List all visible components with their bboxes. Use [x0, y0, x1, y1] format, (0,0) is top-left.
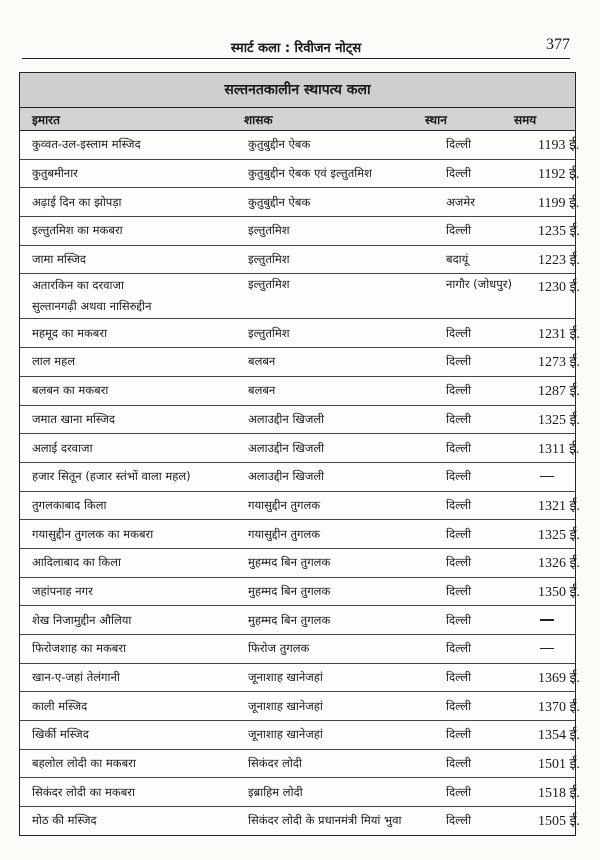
- cell-building: हजार सितून (हजार स्तंभों वाला महल): [20, 462, 242, 491]
- table-row: [20, 131, 575, 159]
- cell-time: 1223 ई.: [534, 245, 575, 274]
- table-row: [20, 245, 575, 274]
- table-header-row: [20, 108, 575, 131]
- cell-building: काली मस्जिद: [20, 692, 242, 721]
- cell-ruler: सिकंदर लोदी के प्रधानमंत्री मियां भुवा: [248, 813, 402, 828]
- cell-time: 1518 ई.: [534, 778, 575, 807]
- cell-building: जामा मस्जिद: [20, 245, 242, 274]
- cell-place: नागौर (जोधपुर): [442, 274, 534, 319]
- cell-place: दिल्ली: [442, 663, 534, 692]
- cell-ruler: मुहम्मद बिन तुगलक: [242, 606, 442, 635]
- cell-time: 1321 ई.: [534, 491, 575, 520]
- cell-place: बदायूं: [442, 245, 534, 274]
- table-row: [20, 749, 575, 778]
- cell-building: जमात खाना मस्जिद: [20, 405, 242, 434]
- cell-time: 1235 ई.: [534, 217, 575, 246]
- cell-time: 1354 ई.: [534, 721, 575, 750]
- cell-building: खान-ए-जहां तेलंगानी: [20, 663, 242, 692]
- cell-ruler: बलबन: [242, 376, 442, 405]
- cell-time: [534, 635, 575, 664]
- cell-building: अढ़ाई दिन का झोपड़ा: [20, 188, 242, 217]
- book-title: स्मार्ट कला : रिवीजन नोट्स: [230, 41, 362, 56]
- cell-time: 1505 ई.: [538, 814, 580, 830]
- dash-mark: [540, 648, 554, 649]
- cell-place: दिल्ली: [442, 491, 534, 520]
- cell-building: अलाई दरवाजा: [20, 434, 242, 463]
- cell-building: कुव्वत-उल-इस्लाम मस्जिद: [20, 131, 242, 159]
- table-body: [20, 131, 580, 835]
- cell-building: गयासुद्दीन तुगलक का मकबरा: [20, 520, 242, 549]
- cell-place: दिल्ली: [442, 405, 534, 434]
- cell-time: 1192 ई.: [534, 159, 575, 188]
- cell-time: [534, 606, 575, 635]
- cell-place: दिल्ली: [442, 606, 534, 635]
- table-row: [20, 434, 575, 463]
- cell-place: दिल्ली: [442, 131, 534, 159]
- cell-place: दिल्ली: [442, 217, 534, 246]
- cell-ruler: कुतुबुद्दीन ऐबक: [242, 188, 442, 217]
- cell-time: 1287 ई.: [534, 376, 575, 405]
- cell-ruler: कुतुबुद्दीन ऐबक: [242, 131, 442, 159]
- table-row: [20, 376, 575, 405]
- cell-building: फिरोजशाह का मकबरा: [20, 635, 242, 664]
- cell-place: दिल्ली: [446, 813, 472, 828]
- header-time: समय: [514, 113, 537, 127]
- cell-place: दिल्ली: [442, 319, 534, 348]
- cell-place: दिल्ली: [442, 778, 534, 807]
- cell-building: बहलोल लोदी का मकबरा: [20, 749, 242, 778]
- cell-place: दिल्ली: [442, 520, 534, 549]
- table-row: [20, 188, 575, 217]
- cell-time: 1231 ई.: [534, 319, 575, 348]
- cell-building: कुतुबमीनार: [20, 159, 242, 188]
- cell-building: लाल महल: [20, 348, 242, 377]
- cell-place: दिल्ली: [442, 635, 534, 664]
- cell-time: 1325 ई.: [534, 520, 575, 549]
- cell-place: दिल्ली: [442, 548, 534, 577]
- cell-ruler: जूनाशाह खानेजहां: [242, 663, 442, 692]
- header-building: इमारत: [32, 113, 60, 127]
- cell-ruler: कुतुबुद्दीन ऐबक एवं इल्तुतमिश: [242, 159, 442, 188]
- header-place: स्थान: [425, 113, 447, 127]
- cell-ruler: मुहम्मद बिन तुगलक: [242, 577, 442, 606]
- cell-time: 1311 ई.: [534, 434, 575, 463]
- cell-building: बलबन का मकबरा: [20, 376, 242, 405]
- cell-ruler: गयासुद्दीन तुगलक: [242, 491, 442, 520]
- cell-time: 1370 ई.: [534, 692, 575, 721]
- table-row: [20, 778, 575, 807]
- cell-time: 1326 ई.: [534, 548, 575, 577]
- cell-ruler: इल्तुतमिश: [242, 274, 442, 319]
- cell-place: दिल्ली: [442, 376, 534, 405]
- table-row: [20, 807, 575, 835]
- cell-building: आदिलाबाद का किला: [20, 548, 242, 577]
- cell-ruler: इब्राहिम लोदी: [242, 778, 442, 807]
- table-row: [20, 663, 575, 692]
- cell-ruler: मुहम्मद बिन तुगलक: [242, 548, 442, 577]
- table-row: [20, 548, 575, 577]
- cell-place: दिल्ली: [442, 577, 534, 606]
- cell-ruler: इल्तुतमिश: [242, 217, 442, 246]
- table-row: [20, 319, 575, 348]
- cell-ruler: बलबन: [242, 348, 442, 377]
- dash-mark: [540, 476, 554, 477]
- cell-building: सिकंदर लोदी का मकबरा: [20, 778, 242, 807]
- cell-ruler: इल्तुतमिश: [242, 245, 442, 274]
- cell-place: दिल्ली: [442, 749, 534, 778]
- table-row: [20, 606, 575, 635]
- cell-ruler: जूनाशाह खानेजहां: [242, 692, 442, 721]
- cell-place: दिल्ली: [442, 721, 534, 750]
- cell-building: जहांपनाह नगर: [20, 577, 242, 606]
- cell-time: 1193 ई.: [534, 131, 575, 159]
- cell-place: दिल्ली: [442, 692, 534, 721]
- cell-building: शेख निजामुद्दीन औलिया: [20, 606, 242, 635]
- table-row: [20, 217, 575, 246]
- table-row: [20, 405, 575, 434]
- table-row: [20, 491, 575, 520]
- cell-ruler: फिरोज तुगलक: [242, 635, 442, 664]
- cell-ruler: अलाउद्दीन खिजली: [242, 405, 442, 434]
- cell-building: महमूद का मकबरा: [20, 319, 242, 348]
- table-row: [20, 577, 575, 606]
- cell-building: [20, 274, 242, 319]
- cell-place: दिल्ली: [442, 348, 534, 377]
- cell-building: मोठ की मस्जिद: [32, 813, 97, 828]
- cell-building-line2: सुल्तानगढ़ी अथवा नासिरुद्दीन: [32, 299, 152, 314]
- cell-ruler: अलाउद्दीन खिजली: [242, 462, 442, 491]
- header-ruler: शासक: [244, 113, 273, 127]
- page-number: 377: [546, 36, 570, 53]
- cell-building: तुगलकाबाद किला: [20, 491, 242, 520]
- cell-ruler: गयासुद्दीन तुगलक: [242, 520, 442, 549]
- table-row: [20, 520, 575, 549]
- cell-ruler: अलाउद्दीन खिजली: [242, 434, 442, 463]
- table-row: [20, 721, 575, 750]
- cell-time: 1230 ई.: [534, 274, 575, 319]
- cell-building-line1: अतारकिन का दरवाजा: [32, 278, 125, 293]
- dash-mark: [540, 619, 554, 620]
- cell-building: खिर्की मस्जिद: [20, 721, 242, 750]
- cell-place: अजमेर: [442, 188, 534, 217]
- table-row: [20, 348, 575, 377]
- table-row: [20, 159, 575, 188]
- cell-time: [534, 462, 575, 491]
- table-row: [20, 274, 575, 319]
- cell-place: दिल्ली: [442, 462, 534, 491]
- cell-time: 1199 ई.: [534, 188, 575, 217]
- cell-time: 1273 ई.: [534, 348, 575, 377]
- cell-ruler: इल्तुतमिश: [242, 319, 442, 348]
- cell-time: 1325 ई.: [534, 405, 575, 434]
- table-row: [20, 635, 575, 664]
- running-head: [22, 36, 570, 59]
- cell-ruler: सिकंदर लोदी: [242, 749, 442, 778]
- table-row: [20, 692, 575, 721]
- cell-time: 1350 ई.: [534, 577, 575, 606]
- cell-time: 1369 ई.: [534, 663, 575, 692]
- cell-ruler: जूनाशाह खानेजहां: [242, 721, 442, 750]
- cell-place: दिल्ली: [442, 159, 534, 188]
- cell-place: दिल्ली: [442, 434, 534, 463]
- table-title: सल्तनतकालीन स्थापत्य कला: [20, 73, 575, 108]
- architecture-table: [19, 72, 580, 836]
- cell-building: इल्तुतमिश का मकबरा: [20, 217, 242, 246]
- cell-time: 1501 ई.: [534, 749, 575, 778]
- table-row: [20, 462, 575, 491]
